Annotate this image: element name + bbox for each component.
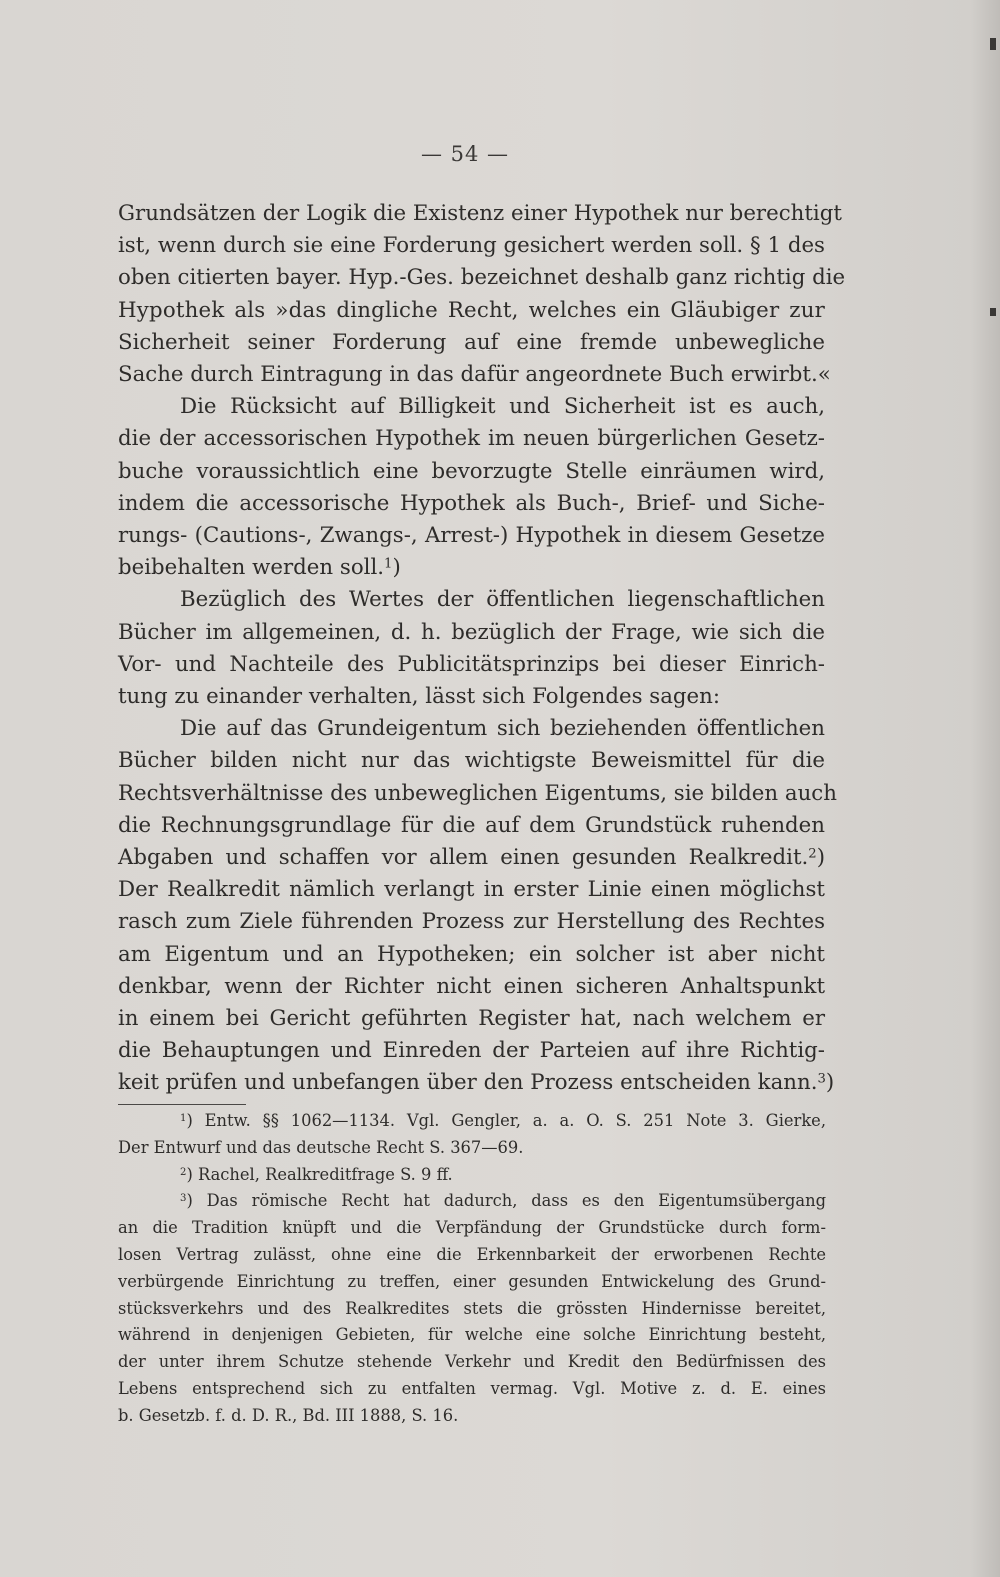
page-edge-mark (990, 38, 996, 50)
footnote-line: stücksverkehrs und des Realkredites stets die grössten Hindernisse bereitet, (118, 1298, 826, 1318)
footnote-ref-paren: ) (816, 845, 825, 871)
footnote-line: während in denjenigen Gebieten, für welche eine solche Einrichtung besteht, (118, 1325, 826, 1345)
text-fragment: keit prüfen und unbefangen über den Prozess entscheiden kann. (118, 1070, 818, 1096)
footnote-line: losen Vertrag zulässt, ohne eine die Erkennbarkeit der erworbenen Rechte (118, 1244, 826, 1264)
text-line: indem die accessorische Hypothek als Buch-, Brief- und Siche- (118, 490, 825, 516)
footnote-text: ) Entw. §§ 1062—1134. Vgl. Gengler, a. a. O. S. 251 Note 3. Gierke, (186, 1111, 826, 1130)
text-line: denkbar, wenn der Richter nicht einen sicheren Anhaltspunkt (118, 973, 825, 999)
footnote-line: Lebens entsprechend sich zu entfalten vermag. Vgl. Motive z. d. E. eines (118, 1378, 826, 1398)
text-line: buche voraussichtlich eine bevorzugte Stelle einräumen wird, (118, 458, 825, 484)
text-line: oben citierten bayer. Hyp.-Ges. bezeichnet deshalb ganz richtig die (118, 265, 846, 291)
text-line: Rechtsverhältnisse des unbeweglichen Eigentums, sie bilden auch (118, 780, 837, 806)
footnote-separator (118, 1104, 246, 1105)
footnote-text: ) Das römische Recht hat dadurch, dass es den Eigentumsübergang (186, 1191, 826, 1211)
text-line: in einem bei Gericht geführten Register hat, nach welchem er (118, 1006, 825, 1032)
text-fragment: Abgaben und schaffen vor allem einen gesunden Realkredit. (118, 845, 809, 871)
footnote-ref-paren: ) (825, 1070, 835, 1096)
footnote-line: der unter ihrem Schutze stehende Verkehr und Kredit den Bedürfnissen des (118, 1352, 826, 1372)
footnote-ref: 3 (817, 1071, 826, 1087)
footnote-line: verbürgende Einrichtung zu treffen, einer gesunden Entwickelung des Grund- (118, 1271, 826, 1291)
text-line: Die auf das Grundeigentum sich beziehenden öffentlichen (180, 716, 825, 742)
text-line: Bezüglich des Wertes der öffentlichen liegenschaftlichen (180, 587, 825, 613)
text-line (118, 552, 825, 584)
footnote-line: Der Entwurf und das deutsche Recht S. 367—69. (118, 1137, 524, 1157)
footnotes (118, 1108, 826, 1430)
footnote-ref: 1 (384, 556, 393, 572)
footnote-number: 1 (180, 1112, 187, 1124)
body-text (118, 198, 846, 1100)
footnote-ref: 2 (808, 846, 817, 862)
footnote-number: 2 (180, 1166, 187, 1178)
text-line: die der accessorischen Hypothek im neuen bürgerlichen Gesetz- (118, 426, 825, 452)
footnote-line: an die Tradition knüpft und die Verpfändung der Grundstücke durch form- (118, 1218, 826, 1238)
text-line: Sicherheit seiner Forderung auf eine fremde unbewegliche (118, 329, 825, 355)
text-line: rasch zum Ziele führenden Prozess zur Herstellung des Rechtes (118, 909, 825, 935)
text-line: Die Rücksicht auf Billigkeit und Sicherheit ist es auch, (180, 394, 825, 420)
text-line: rungs- (Cautions-, Zwangs-, Arrest-) Hypothek in diesem Gesetze (118, 523, 825, 549)
text-line: Grundsätzen der Logik die Existenz einer Hypothek nur berechtigt (118, 201, 842, 226)
footnote-line: b. Gesetzb. f. d. D. R., Bd. III 1888, S. 16. (118, 1405, 459, 1425)
text-line: Sache durch Eintragung in das dafür angeordnete Buch erwirbt.« (118, 362, 831, 388)
text-line: die Rechnungsgrundlage für die auf dem Grundstück ruhenden (118, 812, 825, 838)
text-line (118, 842, 825, 874)
footnote-text: ) Rachel, Realkreditfrage S. 9 ff. (186, 1164, 453, 1184)
footnote-number: 3 (180, 1193, 187, 1205)
text-line: am Eigentum und an Hypotheken; ein solcher ist aber nicht (118, 941, 825, 967)
footnote-line (118, 1108, 826, 1135)
text-line: Der Realkredit nämlich verlangt in erster Linie einen möglichst (118, 877, 825, 903)
text-line: die Behauptungen und Einreden der Parteien auf ihre Richtig- (118, 1038, 825, 1064)
text-line (118, 1067, 835, 1099)
text-fragment: beibehalten werden soll. (118, 555, 385, 581)
text-line: tung zu einander verhalten, lässt sich Folgendes sagen: (118, 684, 721, 710)
text-line: Bücher bilden nicht nur das wichtigste Beweismittel für die (118, 748, 825, 774)
text-line: Bücher im allgemeinen, d. h. bezüglich der Frage, wie sich die (118, 619, 825, 645)
footnote-line (118, 1188, 826, 1215)
text-line: Vor- und Nachteile des Publicitätsprinzips bei dieser Einrich- (118, 651, 825, 677)
text-line: Hypothek als »das dingliche Recht, welches ein Gläubiger zur (118, 297, 825, 323)
text-line: ist, wenn durch sie eine Forderung gesichert werden soll. § 1 des (118, 233, 825, 259)
page-edge-mark (990, 308, 996, 316)
footnote-line (118, 1162, 826, 1189)
page-number: — 54 — (420, 142, 510, 166)
footnote-ref-paren: ) (392, 555, 401, 581)
